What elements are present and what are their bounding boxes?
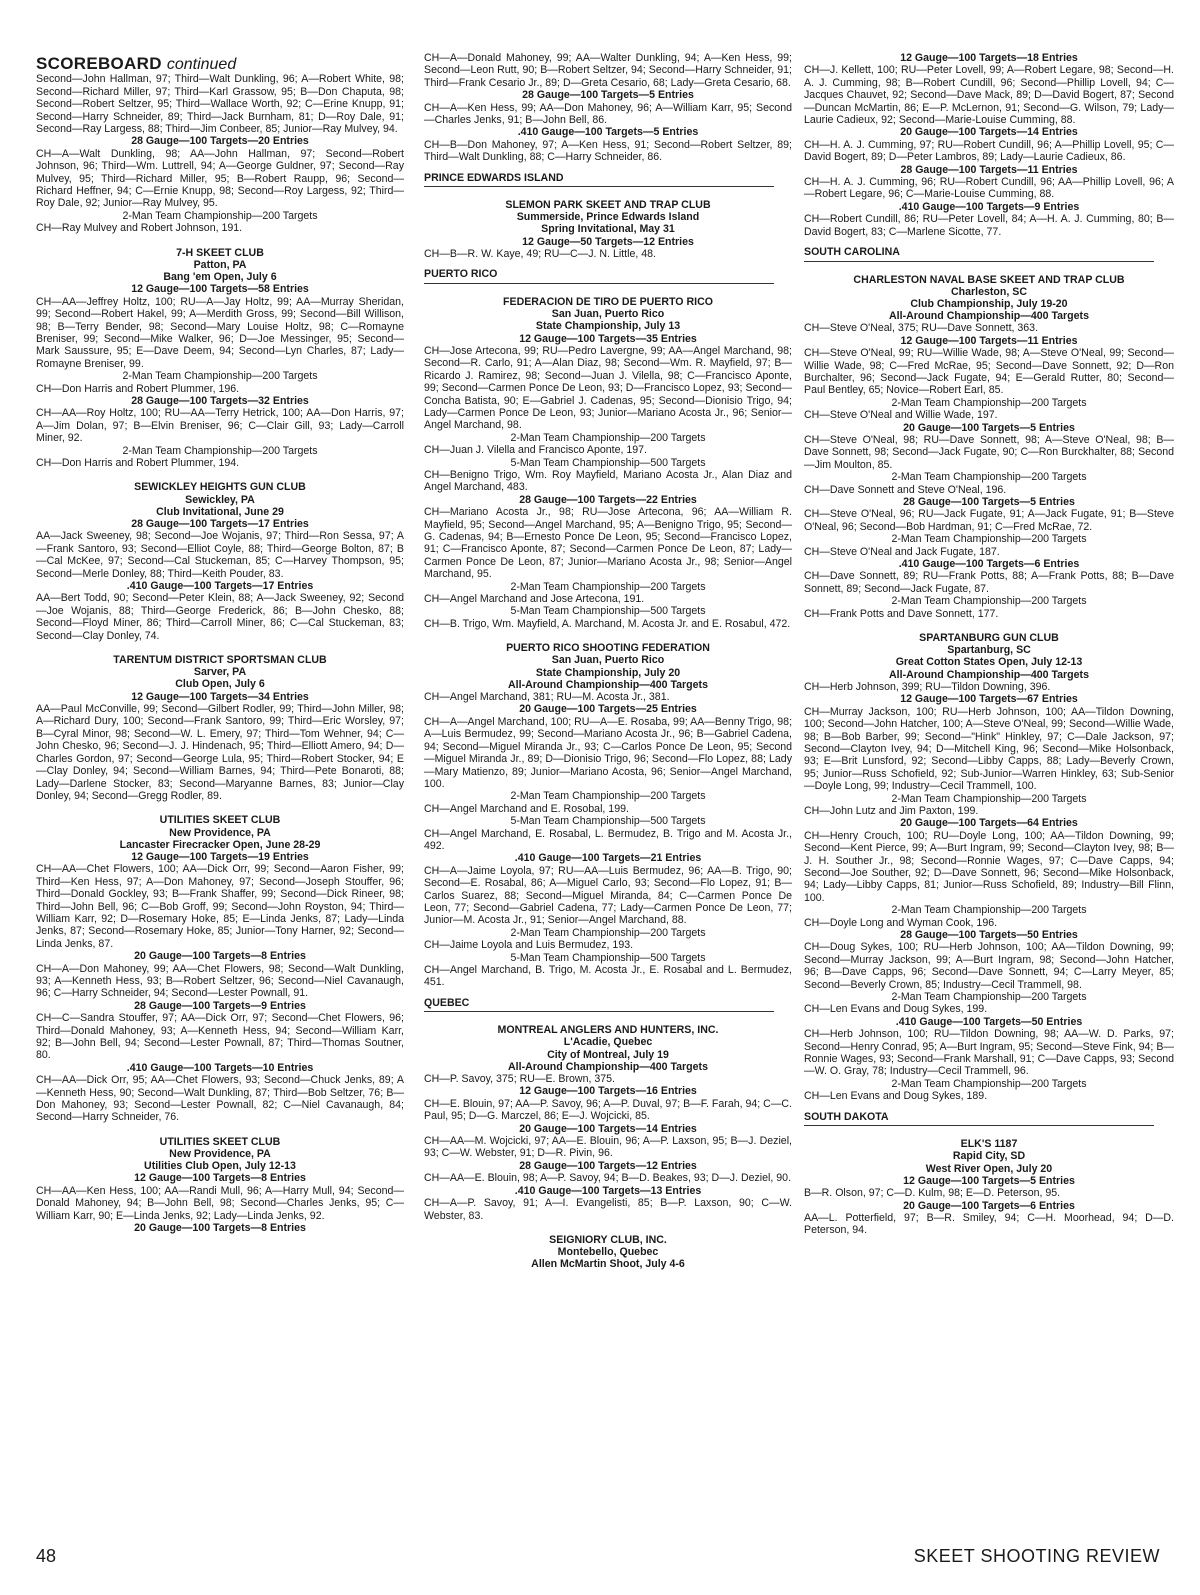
team-event-heading: 2-Man Team Championship—200 Targets (122, 370, 318, 383)
event-heading: 12 Gauge—100 Targets—16 Entries (519, 1085, 697, 1098)
club-name: TARENTUM DISTRICT SPORTSMAN CLUB (113, 654, 327, 667)
club-subheading: State Championship, July 20 (535, 666, 681, 679)
result-text: CH—Frank Potts and Dave Sonnett, 177. (804, 607, 999, 620)
event-heading: 20 Gauge—100 Targets—8 Entries (134, 1222, 306, 1235)
team-event-heading: 2-Man Team Championship—200 Targets (891, 1077, 1087, 1090)
team-event-heading: 2-Man Team Championship—200 Targets (510, 790, 706, 803)
event-heading: 28 Gauge—100 Targets—12 Entries (519, 1159, 697, 1172)
event-heading: .410 Gauge—100 Targets—17 Entries (126, 580, 314, 593)
result-text: CH—Angel Marchand and E. Rosobal, 199. (424, 802, 629, 815)
club-subheading: Allen McMartin Shoot, July 4-6 (531, 1258, 685, 1271)
event-heading: 20 Gauge—100 Targets—8 Entries (134, 950, 306, 963)
club-subheading: State Championship, July 13 (535, 320, 681, 333)
club-subheading: Lancaster Firecracker Open, June 28-29 (119, 838, 321, 851)
scoreboard-page (36, 52, 1174, 1532)
club-subheading: New Providence, PA (169, 1148, 271, 1161)
scoreboard-title: SCOREBOARD (36, 54, 162, 73)
event-heading: 12 Gauge—100 Targets—67 Entries (900, 693, 1078, 706)
result-text: B—R. Olson, 97; C—D. Kulm, 98; E—D. Peterson, 95. (804, 1187, 1061, 1200)
result-text: CH—AA—Chet Flowers, 100; AA—Dick Orr, 99; Second—Aaron Fisher, 99; Third—Ken Hess, 97; A—Don Mahoney, 97; Second—Joseph Stouffer, 96; Third—Donald Gockley, 93; B—Frank Shaffer, 99; Second—Dick Rineer, 98; Third—John Bell, 96; C—Bob Groff, 99; Second—John Royston, 94; Third—William Karr, 92; D—Rosemary Hoke, 85; E—Linda Jenks, 87; Lady—Linda Jenks, 87; Second—Rosemary Hoke, 85; Junior—Tony Harner, 92; Second—Linda Jenks, 87. (36, 863, 404, 950)
club-name: SEIGNIORY CLUB, INC. (549, 1233, 667, 1246)
club-subheading: Great Cotton States Open, July 12-13 (895, 656, 1083, 669)
club-name: 7-H SKEET CLUB (176, 246, 264, 259)
club-subheading: New Providence, PA (169, 826, 271, 839)
event-heading: 12 Gauge—100 Targets—18 Entries (900, 52, 1078, 64)
team-event-heading: 5-Man Team Championship—500 Targets (510, 951, 706, 964)
club-subheading: L'Acadie, Quebec (563, 1036, 653, 1049)
result-text: CH—Steve O'Neal, 98; RU—Dave Sonnett, 98; A—Steve O'Neal, 98; B—Dave Sonnett, 98; Second—Jack Fugate, 90; C—Ron Burckhalter, 88; Second—Jim Moulton, 85. (804, 433, 1174, 471)
result-text: AA—Jack Sweeney, 98; Second—Joe Wojanis, 97; Third—Ron Sessa, 97; A—Frank Santoro, 93; Second—Elliot Coyle, 88; Third—George Bolton, 87; B—Cal McKee, 97; Second—Cal Stuckeman, 85; C—Harvey Thompson, 95; Second—Merle Donley, 88; Third—Keith Pouder, 83. (36, 530, 404, 580)
result-text: CH—B. Trigo, Wm. Mayfield, A. Marchand, M. Acosta Jr. and E. Rosabul, 472. (424, 617, 791, 630)
result-text: CH—A—Angel Marchand, 100; RU—A—E. Rosaba, 99; AA—Benny Trigo, 98; A—Luis Bermudez, 99; Second—Mariano Acosta Jr., 96; B—Gabriel Cadena, 94; Second—Miguel Miranda Jr., 93; C—Carlos Ponce De Leon, 95; Second—Miguel Miranda Jr., 89; D—Dionisio Trigo, 96; Second—Flo Lopez, 88; Lady—Mary Matienzo, 89; Junior—Mariano Acosta, 96; Senior—Angel Marchand, 100. (424, 715, 793, 790)
event-heading: .410 Gauge—100 Targets—6 Entries (898, 558, 1080, 571)
event-heading: 12 Gauge—100 Targets—5 Entries (903, 1174, 1075, 1187)
event-heading: 12 Gauge—50 Targets—12 Entries (522, 235, 694, 248)
result-text: CH—Steve O'Neal, 99; RU—Willie Wade, 98; A—Steve O'Neal, 99; Second—Willie Wade, 98; C—Fred McRae, 95; Second—Dave Sonnett, 92; D—Ron Burchalter, 96; Second—Jack Fugate, 94; E—Gerald Rutter, 80; Second—Paul Bentley, 65; Novice—Robert Earl, 85. (804, 347, 1174, 397)
club-name: SPARTANBURG GUN CLUB (919, 632, 1059, 645)
club-heading (36, 654, 404, 691)
club-heading (36, 814, 404, 851)
result-text: CH—Angel Marchand, 381; RU—M. Acosta Jr., 381. (424, 691, 670, 704)
club-subheading: Patton, PA (193, 258, 247, 271)
club-heading (424, 199, 792, 236)
team-event-heading: 2-Man Team Championship—200 Targets (510, 431, 706, 444)
result-text: CH—B—Don Mahoney, 97; A—Ken Hess, 91; Second—Robert Seltzer, 89; Third—Walt Dunkling, 88; C—Harry Schneider, 86. (424, 138, 792, 164)
result-text: CH—Herb Johnson, 399; RU—Tildon Downing, 396. (804, 680, 1051, 693)
result-text: CH—AA—Ken Hess, 100; AA—Randi Mull, 96; A—Harry Mull, 94; Second—Donald Mahoney, 94; B—John Bell, 98; Second—Charles Jenks, 95; C—William Karr, 90; E—Linda Jenks, 92; Lady—Linda Jenks, 92. (36, 1184, 404, 1222)
state-heading: PUERTO RICO (424, 268, 774, 283)
team-event-heading: 2-Man Team Championship—200 Targets (891, 533, 1087, 546)
result-text: CH—Jose Artecona, 99; RU—Pedro Lavergne, 99; AA—Angel Marchand, 98; Second—R. Carlo, 91; A—Alan Diaz, 98; Second—Wm. R. Mayfield, 97; B—Ricardo J. Ramirez, 98; Second—Juan J. Vilella, 98; C—Francisco Aponte, 99; Second—Carmen Ponce De Leon, 93; D—Francisco Lopez, 93; Second—Concha Batista, 90; E—Gabriel J. Cadenas, 95; Second—Dionisio Trigo, 94; Lady—Carmen Ponce De Leon, 93; Junior—Mariano Acosta Jr., 96; Senior—Angel Marchand, 98. (424, 344, 792, 432)
column-content (36, 73, 404, 1234)
result-text: CH—Benigno Trigo, Wm. Roy Mayfield, Mariano Acosta Jr., Alan Diaz and Angel Marchand, 483. (424, 468, 792, 494)
result-text: CH—Steve O'Neal and Jack Fugate, 187. (804, 545, 1000, 558)
event-heading: 28 Gauge—100 Targets—32 Entries (131, 394, 309, 407)
event-heading: 28 Gauge—100 Targets—20 Entries (131, 135, 309, 148)
event-heading: 20 Gauge—100 Targets—25 Entries (519, 703, 697, 716)
team-event-heading: 2-Man Team Championship—200 Targets (510, 926, 706, 939)
page-title (36, 54, 404, 73)
team-event-heading: 2-Man Team Championship—200 Targets (122, 444, 318, 457)
result-text: CH—Doyle Long and Wyman Cook, 196. (804, 916, 998, 929)
state-heading: QUEBEC (424, 997, 774, 1012)
club-subheading: Club Championship, July 19-20 (910, 297, 1068, 310)
club-subheading: Montebello, Quebec (557, 1246, 659, 1259)
result-text: CH—B—R. W. Kaye, 49; RU—C—J. N. Little, 48. (424, 248, 656, 261)
column-content (424, 52, 792, 1271)
team-event-heading: 5-Man Team Championship—500 Targets (510, 456, 706, 469)
club-heading (36, 247, 404, 284)
club-subheading: All-Around Championship—400 Targets (508, 678, 708, 691)
result-text: CH—E. Blouin, 97; AA—P. Savoy, 96; A—P. Duval, 97; B—F. Farah, 94; C—C. Paul, 95; D—G. Marczel, 86; E—J. Wojcicki, 85. (424, 1097, 793, 1123)
club-subheading: Spartanburg, SC (947, 644, 1031, 657)
state-heading: SOUTH DAKOTA (804, 1111, 1154, 1126)
club-subheading: Spring Invitational, May 31 (541, 223, 675, 236)
result-text: CH—Ray Mulvey and Robert Johnson, 191. (36, 222, 243, 235)
event-heading: 28 Gauge—100 Targets—17 Entries (131, 518, 309, 530)
result-text: CH—Angel Marchand, B. Trigo, M. Acosta Jr., E. Rosabal and L. Bermudez, 451. (424, 964, 792, 989)
result-text: CH—A—Jaime Loyola, 97; RU—AA—Luis Bermudez, 96; AA—B. Trigo, 90; Second—E. Rosabal, 86; A—Miguel Carlo, 93; Second—Flo Lopez, 91; B—Carlos Suarez, 88; Second—Miguel Miranda, 84; C—Carmen Ponce De Leon, 77; Second—Gabriel Cadena, 77; Lady—Carmen Ponce De Leon, 77; Junior—M. Acosta Jr., 91; Senior—Angel Marchand, 88. (424, 864, 792, 927)
event-heading: 12 Gauge—100 Targets—19 Entries (131, 850, 309, 863)
club-name: SLEMON PARK SKEET AND TRAP CLUB (505, 199, 711, 212)
event-heading: .410 Gauge—100 Targets—50 Entries (895, 1015, 1083, 1028)
team-event-heading: 2-Man Team Championship—200 Targets (891, 595, 1087, 608)
club-name: UTILITIES SKEET CLUB (159, 1135, 281, 1148)
event-heading: .410 Gauge—100 Targets—13 Entries (514, 1184, 702, 1197)
club-subheading: Bang 'em Open, July 6 (163, 271, 277, 284)
event-heading: 12 Gauge—100 Targets—35 Entries (519, 332, 697, 345)
column-3 (804, 52, 1174, 1237)
event-heading: 12 Gauge—100 Targets—8 Entries (134, 1172, 306, 1185)
club-name: ELK'S 1187 (960, 1138, 1018, 1151)
club-name: SEWICKLEY HEIGHTS GUN CLUB (134, 481, 306, 494)
result-text: CH—Steve O'Neal, 375; RU—Dave Sonnett, 363. (804, 322, 1039, 335)
club-heading (804, 274, 1174, 323)
result-text: CH—H. A. J. Cumming, 96; RU—Robert Cundill, 96; AA—Phillip Lovell, 96; A—Robert Legare, 96; C—Marie-Louise Cumming, 88. (804, 176, 1174, 201)
result-text: CH—Murray Jackson, 100; RU—Herb Johnson, 100; AA—Tildon Downing, 100; Second—John Hatcher, 100; A—Steve O'Neal, 99; Second—Willie Wade, 98; B—Bob Barber, 99; Second—"Hink" Hinkley, 97; C—Dale Jackson, 97; Second—Clayton Ivey, 94; D—Mitchell King, 96; Second—Mike Holsonback, 93; E—Brit Lunsford, 92; Second—Libby Capps, 88; Lady—Beverly Crown, 95; Junior—Russ Schofield, 92; Sub-Junior—Warren Hinkley, 63; Sub-Senior—Doyle Long, 99; Industry—Cecil Trammell, 100. (804, 705, 1174, 793)
club-subheading: Sewickley, PA (185, 493, 255, 506)
team-event-heading: 2-Man Team Championship—200 Targets (891, 396, 1087, 409)
result-text: CH—Henry Crouch, 100; RU—Doyle Long, 100; AA—Tildon Downing, 99; Second—Kent Pierce, 99; A—Burt Ingram, 99; Second—Clayton Ivey, 98; B—J. H. Souther Jr., 98; Second—Ronnie Wages, 97; C—Dave Capps, 94; Second—Joe Souther, 92; D—Dave Sonnett, 96; Second—Mike Holsonback, 94; Lady—Libby Capps, 81; Junior—Russ Schofield, 89; Industry—Bill Flinn, 100. (804, 829, 1174, 904)
event-heading: .410 Gauge—100 Targets—9 Entries (898, 200, 1080, 213)
event-heading: 12 Gauge—100 Targets—34 Entries (131, 690, 309, 703)
event-heading: .410 Gauge—100 Targets—21 Entries (514, 852, 702, 865)
column-content (804, 52, 1174, 1237)
result-text: CH—AA—M. Wojcicki, 97; AA—E. Blouin, 96; A—P. Laxson, 95; B—J. Deziel, 93; C—W. Webster, 91; D—R. Pivin, 96. (424, 1135, 792, 1160)
club-name: FEDERACION DE TIRO DE PUERTO RICO (503, 295, 713, 308)
event-heading: 28 Gauge—100 Targets—50 Entries (900, 929, 1078, 941)
team-event-heading: 2-Man Team Championship—200 Targets (891, 792, 1087, 805)
club-heading (424, 296, 792, 333)
event-heading: 28 Gauge—100 Targets—5 Entries (903, 496, 1075, 508)
column-2 (424, 52, 792, 1271)
club-subheading: All-Around Championship—400 Targets (889, 310, 1089, 323)
club-subheading: Rapid City, SD (952, 1150, 1026, 1163)
result-text: CH—Len Evans and Doug Sykes, 189. (804, 1090, 988, 1103)
result-text: CH—H. A. J. Cumming, 97; RU—Robert Cundill, 96; A—Phillip Lovell, 95; C—David Bogert, 89; D—Peter Lambros, 89; Lady—Laurie Cadieux, 86. (804, 138, 1174, 164)
result-text: AA—Bert Todd, 90; Second—Peter Klein, 88; A—Jack Sweeney, 92; Second—Joe Wojanis, 88; Third—George Frederick, 86; B—John Chesko, 88; Second—Floyd Miner, 86; Third—Carroll Miner, 86; C—Cal Stuckeman, 83; Second—Clay Donley, 74. (36, 592, 404, 642)
publication-name: SKEET SHOOTING REVIEW (913, 1546, 1160, 1566)
result-text: CH—A—Ken Hess, 99; AA—Don Mahoney, 96; A—William Karr, 95; Second—Charles Jenks, 91; B—John Bell, 86. (424, 101, 792, 127)
team-event-heading: 2-Man Team Championship—200 Targets (891, 991, 1087, 1004)
result-text: Second—John Hallman, 97; Third—Walt Dunkling, 96; A—Robert White, 98; Second—Richard Miller, 97; Third—Karl Grassow, 95; B—Don Chaputa, 98; Second—Robert Seltzer, 95; Third—Wallace Worth, 92; C—Erine Knupp, 91; Second—Harry Schneider, 89; Third—Jack Burnham, 81; D—Roy Dale, 91; Second—Ray Largess, 88; Third—Jim Conbeer, 85; Junior—Ray Mulvey, 94. (36, 73, 404, 136)
event-heading: .410 Gauge—100 Targets—5 Entries (517, 126, 699, 139)
club-subheading: San Juan, Puerto Rico (551, 654, 665, 667)
result-text: CH—J. Kellett, 100; RU—Peter Lovell, 99; A—Robert Legare, 98; Second—H. A. J. Cumming, 98; B—Robert Cundill, 96; Second—Phillip Lovell, 94; C—Jacques Chauvet, 92; Second—Dave Mack, 89; D—David Bogert, 87; Second—Duncan McMartin, 86; E—P. McLernon, 91; Second—G. Wilson, 79; Lady—Laurie Cadieux, 92; Second—Marie-Louise Cumming, 88. (804, 64, 1174, 127)
club-heading (424, 1234, 792, 1271)
result-text: CH—Juan J. Vilella and Francisco Aponte, 197. (424, 444, 647, 457)
team-event-heading: 5-Man Team Championship—500 Targets (510, 815, 706, 828)
club-name: PUERTO RICO SHOOTING FEDERATION (506, 642, 710, 655)
club-name: UTILITIES SKEET CLUB (159, 814, 281, 827)
event-heading: 12 Gauge—100 Targets—58 Entries (131, 283, 309, 296)
result-text: CH—Len Evans and Doug Sykes, 199. (804, 1003, 988, 1016)
result-text: CH—A—Don Mahoney, 99; AA—Chet Flowers, 98; Second—Walt Dunkling, 93; A—Kenneth Hess, 93; B—Robert Seltzer, 96; Second—Niel Cavanaugh, 96; C—Harry Schneider, 94; Second—Lester Pownall, 91. (36, 962, 404, 1000)
club-heading (36, 1136, 404, 1173)
team-event-heading: 5-Man Team Championship—500 Targets (510, 605, 706, 618)
club-subheading: Sarver, PA (193, 666, 247, 679)
club-subheading: San Juan, Puerto Rico (551, 308, 665, 321)
club-subheading: Club Open, July 6 (175, 678, 265, 691)
event-heading: .410 Gauge—100 Targets—10 Entries (126, 1061, 314, 1074)
result-text: CH—AA—Roy Holtz, 100; RU—AA—Terry Hetrick, 100; AA—Don Harris, 97; A—Jim Dolan, 97; B—Elvin Breniser, 96; C—Clair Gill, 93; Lady—Carroll Miner, 92. (36, 407, 404, 445)
result-text: CH—AA—Jeffrey Holtz, 100; RU—A—Jay Holtz, 99; AA—Murray Sheridan, 99; Second—Robert Hakel, 99; A—Merdith Gross, 99; Second—Bill Willison, 98; B—Terry Bender, 98; Second—Mary Louise Holtz, 98; C—Romayne Breniser, 99; Second—Mike Walker, 96; D—Joe Messinger, 95; Second—Mark Saussure, 95; E—Dave Deem, 94; Second—Lyn Charles, 87; Lady—Romayne Breniser, 99. (36, 295, 404, 370)
result-text: AA—L. Potterfield, 97; B—R. Smiley, 94; C—H. Moorhead, 94; D—D. Peterson, 94. (804, 1211, 1174, 1237)
team-event-heading: 2-Man Team Championship—200 Targets (891, 904, 1087, 917)
club-subheading: Club Invitational, June 29 (156, 505, 284, 518)
event-heading: 20 Gauge—100 Targets—64 Entries (900, 817, 1078, 830)
club-subheading: All-Around Championship—400 Targets (889, 668, 1089, 681)
event-heading: 28 Gauge—100 Targets—5 Entries (522, 89, 694, 102)
result-text: CH—Steve O'Neal and Willie Wade, 197. (804, 409, 998, 422)
team-event-heading: 2-Man Team Championship—200 Targets (122, 209, 318, 222)
column-1 (36, 52, 404, 1235)
result-text: CH—Jaime Loyola and Luis Bermudez, 193. (424, 939, 634, 952)
club-heading (424, 1024, 792, 1073)
club-subheading: Utilities Club Open, July 12-13 (144, 1160, 296, 1173)
club-subheading: Summerside, Prince Edwards Island (516, 211, 700, 224)
result-text: AA—Paul McConville, 99; Second—Gilbert Rodler, 99; Third—John Miller, 98; A—Richard Dury, 100; Second—Frank Santoro, 99; Third—Eric Worsley, 97; B—Cyral Minor, 98; Second—W. L. Emery, 97; Third—Tom Wehner, 94; C—John Chesko, 96; Second—J. J. Hindenach, 95; Third—Elliott Amero, 94; D—Charles Gordon, 97; Second—George Lula, 95; Third—Robert Stocker, 94; E—Clay Donley, 94; Second—William Barnes, 94; Third—Pete Bonaroti, 88; Lady—Darlene Stocker, 83; Second—Maryanne Barnes, 83; Junior—Clay Donley, 94; Second—Gregg Rodler, 89. (36, 703, 404, 802)
club-subheading: City of Montreal, July 19 (547, 1048, 669, 1061)
result-text: CH—Angel Marchand and Jose Artecona, 191. (424, 593, 645, 606)
team-event-heading: 2-Man Team Championship—200 Targets (510, 580, 706, 593)
club-heading (804, 1138, 1174, 1175)
result-text: CH—AA—E. Blouin, 98; A—P. Savoy, 94; B—D. Beakes, 93; D—J. Deziel, 90. (424, 1172, 792, 1185)
result-text: CH—A—Walt Dunkling, 98; AA—John Hallman, 97; Second—Robert Johnson, 96; Third—Wm. Luttrell, 94; A—George Guldner, 97; Second—Ray Mulvey, 95; Third—Richard Miller, 95; B—Robert Raupp, 96; Second—Richard Heffner, 94; C—Ernie Knupp, 98; Second—Roy Largess, 92; Third—Roy Dale, 92; Junior—Ray Mulvey, 95. (36, 147, 404, 210)
team-event-heading: 2-Man Team Championship—200 Targets (891, 471, 1087, 484)
result-text: CH—Mariano Acosta Jr., 98; RU—Jose Artecona, 96; AA—William R. Mayfield, 95; Second—Angel Marchand, 95; A—Benigno Trigo, 95; Second—G. Cadenas, 94; B—Ernesto Ponce De Leon, 95; Second—Francisco Lopez, 91; C—Francisco Aponte, 87; Second—Carmen Ponce De Leon, 87; Lady—Carmen Ponce De Leon, 87; Junior—Mariano Acosta Jr., 98; Senior—Angel Marchand, 95. (424, 506, 792, 581)
event-heading: 20 Gauge—100 Targets—14 Entries (519, 1122, 697, 1135)
state-heading: SOUTH CAROLINA (804, 246, 1154, 261)
result-text: CH—Dave Sonnett, 89; RU—Frank Potts, 88; A—Frank Potts, 88; B—Dave Sonnett, 89; Second—Jack Fugate, 87. (804, 570, 1174, 595)
result-text: CH—Doug Sykes, 100; RU—Herb Johnson, 100; AA—Tildon Downing, 99; Second—Murray Jackson, 99; A—Burt Ingram, 98; Second—John Hatcher, 96; B—Dave Capps, 96; Second—Dave Sonnett, 94; C—Larry Meyer, 85; Second—Beverly Crown, 85; Industry—Cecil Trammell, 98. (804, 941, 1174, 991)
event-heading: 28 Gauge—100 Targets—9 Entries (134, 999, 306, 1012)
result-text: CH—A—Donald Mahoney, 99; AA—Walter Dunkling, 94; A—Ken Hess, 99; Second—Leon Rutt, 90; B—Robert Seltzer, 94; Second—Harry Schneider, 91; Third—Frank Cesario Jr., 89; D—Greta Cesario, 68; Lady—Greta Cesario, 68. (424, 52, 792, 89)
result-text: CH—Steve O'Neal, 96; RU—Jack Fugate, 91; A—Jack Fugate, 91; B—Steve O'Neal, 96; Second—Bob Hardman, 91; C—Fred McRae, 72. (804, 508, 1174, 533)
club-subheading: West River Open, July 20 (925, 1162, 1053, 1175)
event-heading: 28 Gauge—100 Targets—22 Entries (519, 493, 697, 506)
club-name: CHARLESTON NAVAL BASE SKEET AND TRAP CLUB (853, 273, 1125, 286)
event-heading: 20 Gauge—100 Targets—5 Entries (903, 421, 1075, 434)
club-heading (36, 481, 404, 518)
result-text: CH—Robert Cundill, 86; RU—Peter Lovell, 84; A—H. A. J. Cumming, 80; B—David Bogert, 83; C—Marlene Sicotte, 77. (804, 213, 1174, 238)
event-heading: 28 Gauge—100 Targets—11 Entries (900, 163, 1078, 176)
page-number: 48 (36, 1546, 57, 1566)
result-text: CH—John Lutz and Jim Paxton, 199. (804, 804, 979, 817)
result-text: CH—P. Savoy, 375; RU—E. Brown, 375. (424, 1073, 615, 1086)
state-heading: PRINCE EDWARDS ISLAND (424, 172, 774, 187)
event-heading: 12 Gauge—100 Targets—11 Entries (900, 334, 1078, 347)
event-heading: 20 Gauge—100 Targets—14 Entries (900, 126, 1078, 139)
continued-label: continued (166, 56, 237, 73)
club-subheading: All-Around Championship—400 Targets (508, 1060, 708, 1073)
result-text: CH—C—Sandra Stouffer, 97; AA—Dick Orr, 97; Second—Chet Flowers, 96; Third—Donald Mahoney, 93; A—Kenneth Hess, 94; Second—William Karr, 92; B—John Bell, 94; Second—Lester Pownall, 87; Third—Thomas Soutner, 80. (36, 1012, 404, 1062)
result-text: CH—Angel Marchand, E. Rosabal, L. Bermudez, B. Trigo and M. Acosta Jr., 492. (424, 827, 792, 852)
club-subheading: Charleston, SC (951, 285, 1027, 298)
result-text: CH—A—P. Savoy, 91; A—I. Evangelisti, 85; B—P. Laxson, 90; C—W. Webster, 83. (424, 1197, 792, 1222)
result-text: CH—Herb Johnson, 100; RU—Tildon Downing, 98; AA—W. D. Parks, 97; Second—Henry Conrad, 95; A—Burt Ingram, 95; Second—Steve Fink, 94; B—Ronnie Wages, 93; Second—Frank Marshall, 91; C—Dave Capps, 93; Second—W. O. Gray, 78; Industry—Cecil Trammell, 96. (804, 1028, 1174, 1078)
result-text: CH—Don Harris and Robert Plummer, 194. (36, 456, 240, 469)
result-text: CH—AA—Dick Orr, 95; AA—Chet Flowers, 93; Second—Chuck Jenks, 89; A—Kenneth Hess, 90; Second—Walt Dunkling, 87; Third—Bob Seltzer, 76; B—Don Mahoney, 93; Second—Lester Pownall, 82; C—Niel Cavanaugh, 84; Second—Harry Schneider, 76. (36, 1074, 404, 1124)
result-text: CH—Dave Sonnett and Steve O'Neal, 196. (804, 483, 1007, 496)
club-name: MONTREAL ANGLERS AND HUNTERS, INC. (497, 1024, 719, 1037)
club-heading (804, 632, 1174, 681)
event-heading: 20 Gauge—100 Targets—6 Entries (903, 1199, 1075, 1212)
club-heading (424, 642, 792, 691)
result-text: CH—Don Harris and Robert Plummer, 196. (36, 382, 240, 395)
